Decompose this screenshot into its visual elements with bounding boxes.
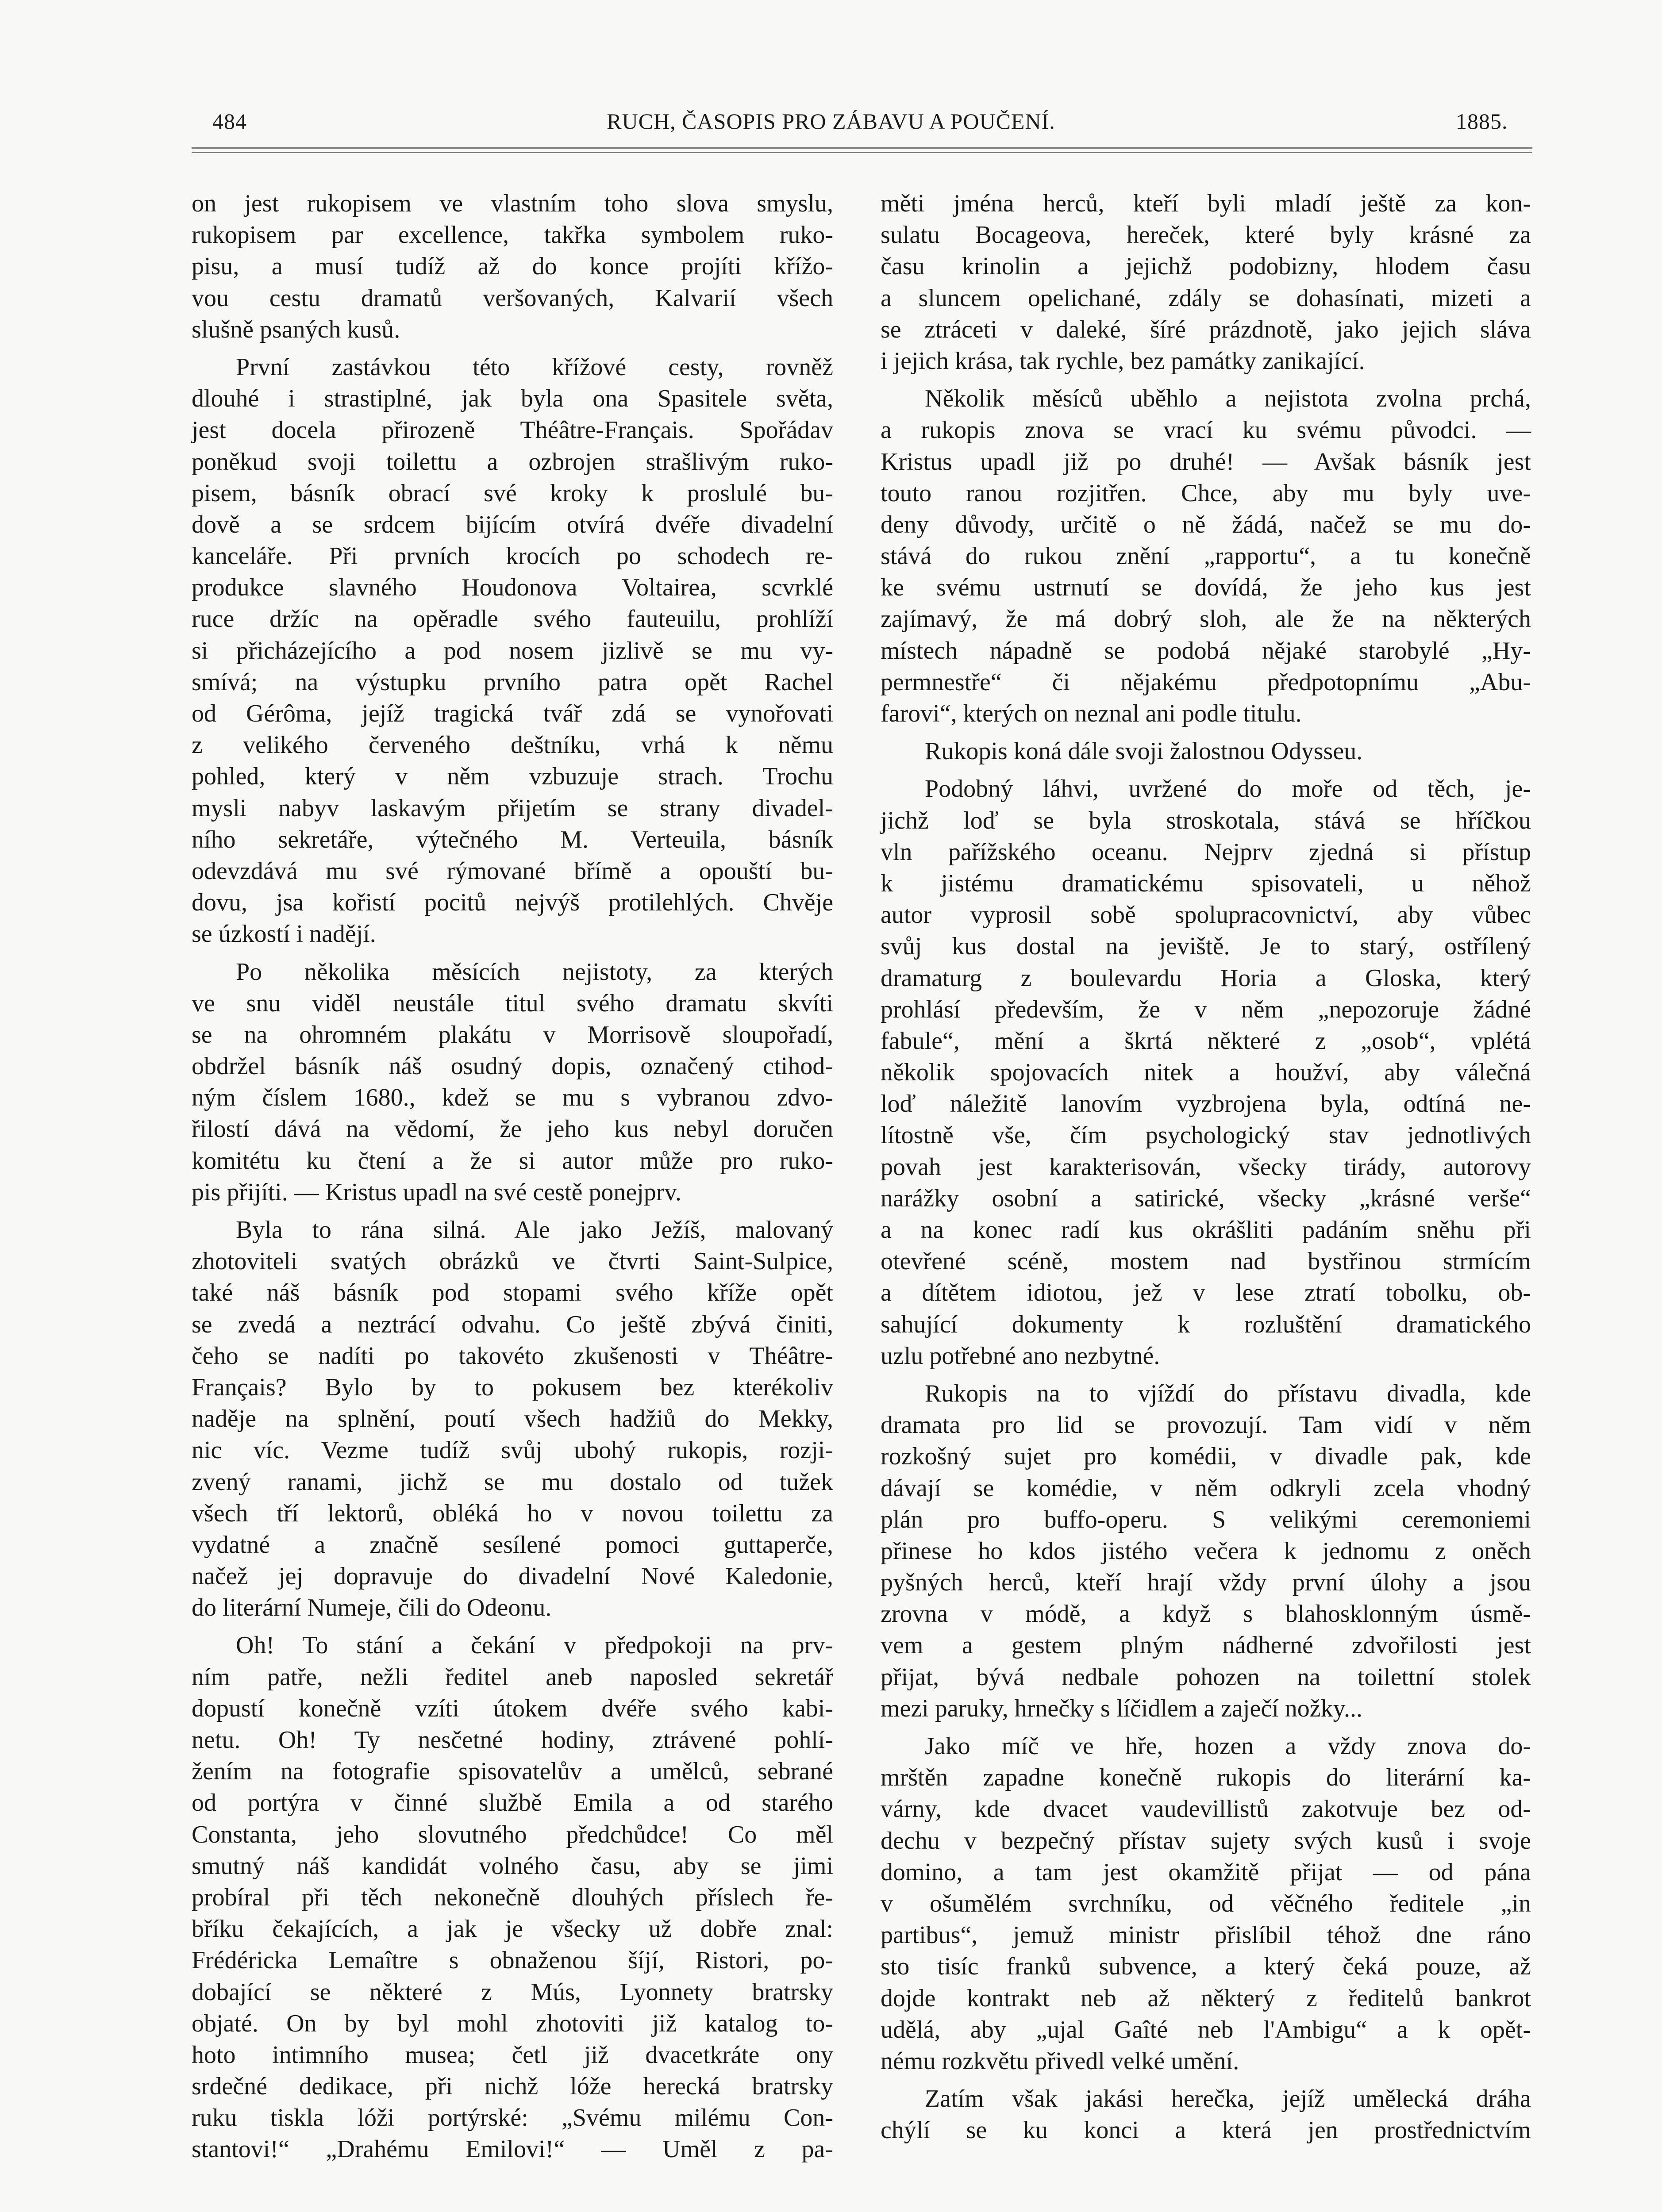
text-line: poněkud svoji toilettu a ozbrojen strašlivým ruko-: [192, 448, 833, 476]
text-line: a dítětem idiotou, jež v lese ztratí tobolku, ob-: [881, 1279, 1531, 1307]
text-line: dovu, jsa kořistí pocitů nejvýš protilehlých. Chvěje: [192, 889, 833, 917]
text-line: Rukopis koná dále svoji žalostnou Odysseu.: [925, 737, 1363, 765]
left-column: [192, 188, 833, 2166]
header-rule-bottom: [192, 152, 1532, 153]
text-line: dlouhé i strastiplné, jak byla ona Spasitele světa,: [192, 385, 833, 413]
text-line: srdečné dedikace, při nichž lóže herecká bratrsky: [192, 2073, 833, 2101]
text-line: se úzkostí i nadějí.: [192, 920, 376, 948]
paragraph: [192, 956, 833, 1209]
text-line: zrovna v módě, a když s blahosklonným úsmě-: [881, 1600, 1531, 1628]
text-line: zvený ranami, jichž se mu dostalo od tužek: [192, 1468, 833, 1496]
text-line: dobající se některé z Mús, Lyonnety bratrsky: [192, 1978, 833, 2006]
text-line: pohled, který v něm vzbuzuje strach. Trochu: [192, 763, 833, 791]
text-line: Oh! To stání a čekání v předpokoji na prv-: [236, 1632, 833, 1659]
text-line: chýlí se ku konci a která jen prostřednictvím: [881, 2116, 1531, 2144]
text-line: Zatím však jakási herečka, jejíž umělecká dráha: [925, 2085, 1531, 2113]
text-line: se ztráceti v daleké, šíré prázdnotě, jako jejich sláva: [881, 315, 1531, 343]
paragraph: [881, 2083, 1531, 2146]
text-line: si přicházejícího a pod nosem jizlivě se mu vy-: [192, 637, 833, 664]
text-line: ruku tiskla lóži portýrské: „Svému milému Con-: [192, 2104, 833, 2132]
text-line: Několik měsíců uběhlo a nejistota zvolna prchá,: [925, 385, 1531, 413]
text-line: do literární Numeje, čili do Odeonu.: [192, 1594, 552, 1622]
text-line: mysli nabyv laskavým přijetím se strany divadel-: [192, 794, 833, 822]
text-line: od portýra v činné službě Emila a od starého: [192, 1789, 833, 1817]
text-line: povah jest karakterisován, všecky tirády, autorovy: [881, 1153, 1531, 1181]
text-line: otevřené scéně, mostem nad bystřinou strmícím: [881, 1248, 1531, 1275]
text-line: farovi“, kterých on neznal ani podle titulu.: [881, 700, 1302, 727]
text-line: udělá, aby „ujal Gaîté neb l'Ambigu“ a k opět-: [881, 2016, 1531, 2043]
text-line: ke svému ustrnutí se dovídá, že jeho kus jest: [881, 574, 1531, 602]
text-line: z velikého červeného deštníku, vrhá k němu: [192, 731, 833, 759]
text-line: pyšných herců, kteří hrají vždy první úlohy a jsou: [881, 1569, 1531, 1597]
text-line: řilostí dává na vědomí, že jeho kus nebyl doručen: [192, 1115, 833, 1143]
text-line: naděje na splnění, poutí všech hadžiů do Mekky,: [192, 1405, 833, 1433]
text-line: všech tří lektorů, obléká ho v novou toilettu za: [192, 1499, 833, 1527]
text-line: sto tisíc franků subvence, a který čeká pouze, až: [881, 1953, 1531, 1981]
text-line: narážky osobní a satirické, všecky „krásné verše“: [881, 1184, 1531, 1212]
text-line: Podobný láhvi, uvržené do moře od těch, je-: [925, 775, 1531, 803]
text-line: plán pro buffo-operu. S velikými ceremoniemi: [881, 1505, 1531, 1533]
text-line: stantovi!“ „Drahému Emilovi!“ — Uměl z pa-: [192, 2135, 833, 2163]
text-line: stává do rukou znění „rapportu“, a tu konečně: [881, 542, 1531, 570]
text-line: objaté. On by byl mohl zhotoviti již katalog to-: [192, 2009, 833, 2037]
text-line: svůj kus dostal na jeviště. Je to starý, ostřílený: [881, 933, 1531, 960]
paragraph: [881, 736, 1531, 767]
text-line: Français? Bylo by to pokusem bez kterékoliv: [192, 1373, 833, 1401]
text-line: a na konec radí kus okrášliti padáním sněhu při: [881, 1216, 1531, 1244]
text-line: Rukopis na to vjíždí do přístavu divadla, kde: [925, 1379, 1531, 1407]
text-line: nému rozkvětu přivedl velké umění.: [881, 2047, 1239, 2075]
text-line: várny, kde dvacet vaudevillistů zakotvuje bez od-: [881, 1795, 1531, 1823]
text-line: hoto intimního musea; četl již dvacetkráte ony: [192, 2041, 833, 2069]
text-line: komitétu ku čtení a že si autor může pro ruko-: [192, 1147, 833, 1175]
text-line: ruce držíc na opěradle svého fauteuilu, prohlíží: [192, 605, 833, 633]
text-line: kanceláře. Při prvních krocích po schodech re-: [192, 542, 833, 570]
paragraph: [192, 352, 833, 950]
text-line: Kristus upadl již po druhé! — Avšak básník jest: [881, 448, 1531, 476]
text-line: nic víc. Vezme tudíž svůj ubohý rukopis, rozji-: [192, 1436, 833, 1464]
text-line: deny důvody, určitě o ně žádá, načež se mu do-: [881, 511, 1531, 538]
text-line: obdržel básník náš osudný dopis, označený ctihod-: [192, 1052, 833, 1080]
text-line: rukopisem par excellence, takřka symbolem ruko-: [192, 221, 833, 249]
text-line: Jako míč ve hře, hozen a vždy znova do-: [925, 1732, 1531, 1760]
text-line: rozkošný sujet pro komédii, v divadle pak, kde: [881, 1443, 1531, 1471]
text-line: První zastávkou této křížové cesty, rovněž: [236, 353, 833, 381]
text-line: probíral při těch nekonečně dlouhých příslech ře-: [192, 1883, 833, 1911]
text-line: vln pařížského oceanu. Nejprv zjedná si přístup: [881, 838, 1531, 866]
text-line: času krinolin a jejichž podobizny, hlodem času: [881, 253, 1531, 280]
text-line: dramaturg z boulevardu Horia a Gloska, který: [881, 964, 1531, 992]
paragraph: [881, 1378, 1531, 1724]
text-line: pisem, básník obrací své kroky k proslulé bu-: [192, 479, 833, 507]
text-line: zajímavý, že má dobrý sloh, ale že na některých: [881, 605, 1531, 633]
text-line: prohlásí především, že v něm „nepozoruje žádné: [881, 995, 1531, 1023]
text-line: žením na fotografie spisovatelův a umělců, sebrané: [192, 1758, 833, 1786]
text-line: fabule“, mění a škrtá některé z „osob“, vplétá: [881, 1027, 1531, 1055]
text-line: slušně psaných kusů.: [192, 315, 400, 343]
paragraph: [881, 773, 1531, 1372]
text-line: se zvedá a neztrácí odvahu. Co ještě zbývá činiti,: [192, 1310, 833, 1338]
text-line: přinese ho kdos jistého večera k jednomu z oněch: [881, 1537, 1531, 1565]
text-line: načež jej dopravuje do divadelní Nové Kaledonie,: [192, 1563, 833, 1590]
text-line: partibus“, jemuž ministr přislíbil téhož dne ráno: [881, 1921, 1531, 1949]
text-line: se na ohromném plakátu v Morrisově sloupořadí,: [192, 1021, 833, 1048]
paragraph: [192, 1630, 833, 2165]
text-line: vou cestu dramatů veršovaných, Kalvarií všech: [192, 284, 833, 312]
text-line: několik spojovacích nitek a houžví, aby válečná: [881, 1059, 1531, 1087]
header-rule-top: [192, 147, 1532, 149]
text-line: od Gérôma, jejíž tragická tvář zdá se vynořovati: [192, 700, 833, 727]
paragraph: [881, 188, 1531, 377]
text-line: zhotoviteli svatých obrázků ve čtvrti Saint-Sulpice,: [192, 1248, 833, 1275]
text-line: k jistému dramatickému spisovateli, u něhož: [881, 869, 1531, 897]
text-line: měti jména herců, kteří byli mladí ještě za kon-: [881, 190, 1531, 217]
text-line: Frédéricka Lemaître s obnaženou šíjí, Ristori, po-: [192, 1947, 833, 1974]
text-line: permnestře“ či nějakému předpotopnímu „Abu-: [881, 668, 1531, 696]
text-line: Po několika měsících nejistoty, za kterých: [236, 958, 833, 986]
text-line: vydatné a značně sesílené pomoci guttaperče,: [192, 1531, 833, 1559]
paragraph: [192, 188, 833, 346]
right-column: [881, 188, 1531, 2146]
page-number: 484: [212, 109, 247, 134]
text-line: dově a se srdcem bijícím otvírá dvéře divadelní: [192, 511, 833, 538]
text-line: pis přijíti. — Kristus upadl na své cestě ponejprv.: [192, 1178, 681, 1206]
text-line: čeho se nadíti po takovéto zkušenosti v Théâtre-: [192, 1342, 833, 1370]
text-line: produkce slavného Houdonova Voltairea, scvrklé: [192, 574, 833, 602]
text-line: autor vyprosil sobě spolupracovnictví, aby vůbec: [881, 901, 1531, 929]
text-line: on jest rukopisem ve vlastním toho slova smyslu,: [192, 190, 833, 217]
text-line: mrštěn zapadne konečně rukopis do literární ka-: [881, 1764, 1531, 1792]
text-line: v ošumělém svrchníku, od věčného ředitele „in: [881, 1889, 1531, 1917]
text-line: také náš básník pod stopami svého kříže opět: [192, 1279, 833, 1307]
text-line: sulatu Bocageova, hereček, které byly krásné za: [881, 221, 1531, 249]
text-line: sahující dokumenty k rozluštění dramatického: [881, 1310, 1531, 1338]
text-line: netu. Oh! Ty nesčetné hodiny, ztrávené pohlí-: [192, 1726, 833, 1754]
year: 1885.: [1456, 109, 1508, 134]
paragraph: [881, 383, 1531, 730]
text-line: přijat, bývá nedbale pohozen na toilettní stolek: [881, 1663, 1531, 1691]
journal-title: RUCH, ČASOPIS PRO ZÁBAVU A POUČENÍ.: [607, 109, 1055, 134]
text-line: a sluncem opelichané, zdály se dohasínati, mizeti a: [881, 284, 1531, 312]
text-line: vem a gestem plným nádherné zdvořilosti jest: [881, 1632, 1531, 1659]
text-line: ve snu viděl neustále titul svého dramatu skvíti: [192, 989, 833, 1017]
text-line: i jejich krása, tak rychle, bez památky zanikající.: [881, 347, 1365, 375]
text-line: mezi paruky, hrnečky s líčidlem a zaječí nožky...: [881, 1694, 1362, 1722]
text-line: dechu v bezpečný přístav sujety svých kusů i svoje: [881, 1827, 1531, 1855]
text-line: Constanta, jeho slovutného předchůdce! Co měl: [192, 1820, 833, 1848]
text-line: a rukopis znova se vrací ku svému původci. —: [881, 416, 1531, 444]
text-line: odevzdává mu své rýmované břímě a opouští bu-: [192, 857, 833, 885]
text-line: domino, a tam jest okamžitě přijat — od pána: [881, 1858, 1531, 1886]
text-line: dramata pro lid se provozují. Tam vidí v něm: [881, 1411, 1531, 1439]
text-line: dopustí konečně vzíti útokem dvéře svého kabi-: [192, 1694, 833, 1722]
text-line: jest docela přirozeně Théâtre-Français. Spořádav: [192, 416, 833, 444]
text-line: uzlu potřebné ano nezbytné.: [881, 1342, 1160, 1370]
text-line: pisu, a musí tudíž až do konce projíti křížo-: [192, 253, 833, 280]
text-line: ním patře, nežli ředitel aneb naposled sekretář: [192, 1663, 833, 1691]
text-line: smívá; na výstupku prvního patra opět Rachel: [192, 668, 833, 696]
text-line: lítostně vše, čím psychologický stav jednotlivých: [881, 1121, 1531, 1149]
text-line: ným číslem 1680., kdež se mu s vybranou zdvo-: [192, 1084, 833, 1112]
text-line: touto ranou rozjitřen. Chce, aby mu byly uve-: [881, 479, 1531, 507]
text-line: loď náležitě lanovím vyzbrojena byla, odtíná ne-: [881, 1090, 1531, 1118]
text-line: místech nápadně se podobá nějaké starobylé „Hy-: [881, 637, 1531, 664]
text-line: bříku čekajících, a jak je všecky už dobře znal:: [192, 1915, 833, 1943]
text-line: smutný náš kandidát volného času, aby se jimi: [192, 1852, 833, 1880]
paragraph: [881, 1731, 1531, 2077]
text-line: jichž loď se byla stroskotala, stává se hříčkou: [881, 806, 1531, 834]
text-line: dávají se komédie, v něm odkryli zcela vhodný: [881, 1474, 1531, 1502]
text-line: Byla to rána silná. Ale jako Ježíš, malovaný: [236, 1216, 833, 1244]
paragraph: [192, 1214, 833, 1624]
text-line: dojde kontrakt neb až některý z ředitelů bankrot: [881, 1984, 1531, 2012]
text-line: ního sekretáře, výtečného M. Verteuila, básník: [192, 826, 833, 853]
